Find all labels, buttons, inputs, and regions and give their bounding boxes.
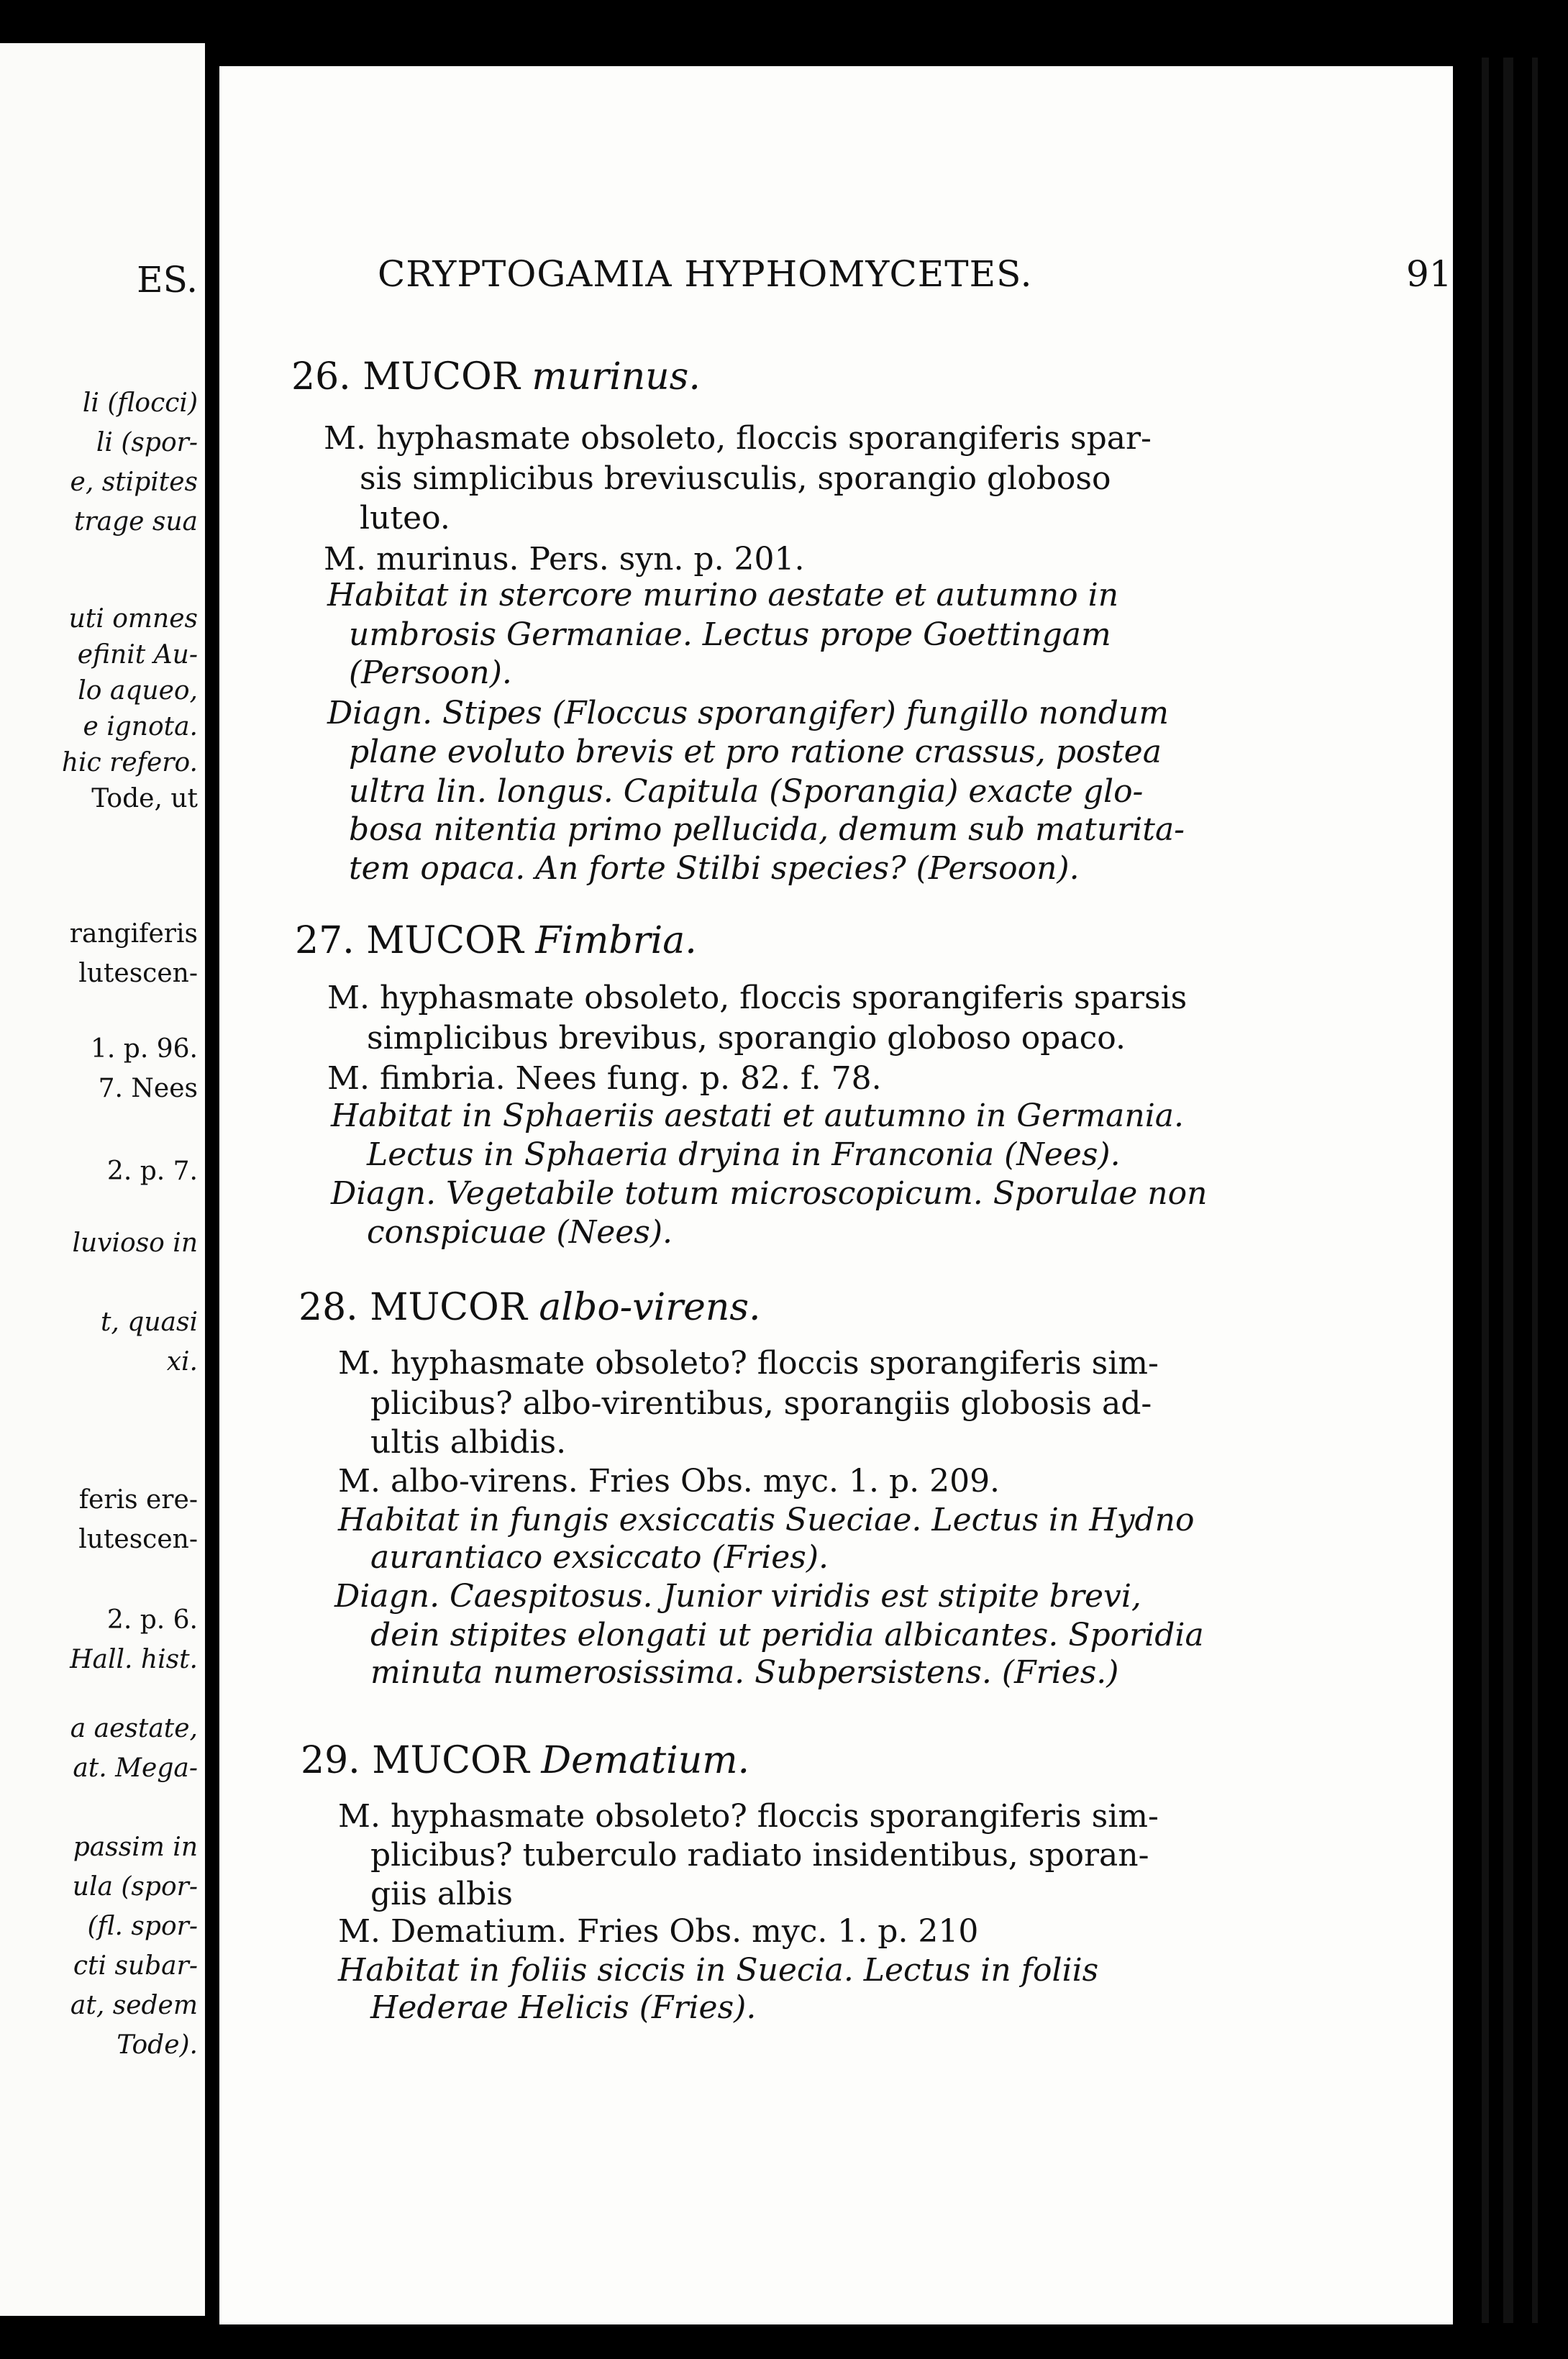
entry-heading: [291, 355, 701, 398]
entry-species: Fimbria.: [535, 919, 697, 962]
entry-line: M. fimbria. Nees fung. p. 82. f. 78.: [327, 1060, 882, 1097]
left-page-heading: ES.: [137, 259, 198, 301]
left-fragment: cti subar-: [73, 1951, 198, 1981]
left-fragment: passim in: [73, 1833, 198, 1862]
running-header: CRYPTOGAMIA HYPHOMYCETES.: [378, 253, 1033, 295]
entry-line: plicibus? albo-virentibus, sporangiis globosis ad-: [370, 1385, 1152, 1422]
left-fragment: a aestate,: [70, 1714, 198, 1743]
entry-line: sis simplicibus breviusculis, sporangio globoso: [360, 460, 1111, 497]
entry-species: murinus.: [532, 355, 701, 398]
entry-line: Habitat in stercore murino aestate et autumno in: [327, 577, 1119, 613]
left-fragment: Hall. hist.: [70, 1645, 198, 1674]
page-edge: [1532, 58, 1538, 2323]
entry-species: Dematium.: [541, 1739, 750, 1782]
entry-genus: MUCOR: [366, 919, 524, 962]
left-fragment: 7. Nees: [98, 1074, 198, 1103]
entry-genus: MUCOR: [370, 1286, 527, 1329]
left-fragment: lutescen-: [78, 959, 198, 988]
left-fragment: li (flocci): [82, 388, 198, 418]
left-fragment: Tode, ut: [91, 784, 198, 813]
entry-line: tem opaca. An forte Stilbi species? (Persoon).: [349, 850, 1080, 887]
left-fragment: uti omnes: [68, 604, 198, 634]
page-number: 91: [1406, 253, 1452, 295]
entry-species: albo-virens.: [539, 1286, 761, 1329]
entry-genus: MUCOR: [363, 355, 520, 398]
left-fragment: lo aqueo,: [78, 676, 198, 706]
left-fragment: t, quasi: [100, 1308, 198, 1337]
left-fragment: feris ere-: [78, 1485, 198, 1515]
left-fragment: e ignota.: [83, 712, 198, 742]
left-page: [0, 43, 205, 2316]
entry-heading: [298, 1286, 761, 1329]
entry-line: M. Dematium. Fries Obs. myc. 1. p. 210: [338, 1913, 979, 1950]
left-fragment: Tode).: [117, 2030, 198, 2060]
entry-line: M. murinus. Pers. syn. p. 201.: [324, 541, 805, 578]
left-fragment: hic refero.: [61, 748, 198, 777]
entry-line: minuta numerosissima. Subpersistens. (Fries.): [370, 1654, 1119, 1691]
entry-line: M. hyphasmate obsoleto? floccis sporangiferis sim-: [338, 1798, 1159, 1835]
entry-number: 28.: [298, 1286, 358, 1329]
left-fragment: rangiferis: [69, 919, 198, 949]
left-fragment: 2. p. 6.: [106, 1605, 198, 1635]
entry-line: ultis albidis.: [370, 1424, 567, 1461]
entry-genus: MUCOR: [372, 1739, 529, 1782]
left-fragment: xi.: [166, 1347, 198, 1377]
entry-line: umbrosis Germaniae. Lectus prope Goettingam: [349, 616, 1111, 653]
page-edge: [1503, 58, 1513, 2323]
entry-line: M. albo-virens. Fries Obs. myc. 1. p. 209.: [338, 1463, 1000, 1500]
entry-line: giis albis: [370, 1876, 513, 1912]
entry-line: simplicibus brevibus, sporangio globoso opaco.: [367, 1020, 1126, 1057]
entry-line: Hederae Helicis (Fries).: [370, 1989, 757, 2026]
entry-line: dein stipites elongati ut peridia albicantes. Sporidia: [370, 1617, 1204, 1653]
left-fragment: lutescen-: [78, 1525, 198, 1554]
entry-line: Habitat in fungis exsiccatis Sueciae. Lectus in Hydno: [338, 1502, 1195, 1538]
entry-line: M. hyphasmate obsoleto, floccis sporangiferis spar-: [324, 420, 1152, 457]
left-fragment: li (spor-: [96, 428, 198, 457]
entry-number: 29.: [301, 1739, 360, 1782]
entry-line: Lectus in Sphaeria dryina in Franconia (Nees).: [367, 1136, 1121, 1173]
left-fragment: (fl. spor-: [87, 1912, 198, 1941]
entry-line: Diagn. Caespitosus. Junior viridis est stipite brevi,: [334, 1578, 1141, 1615]
left-fragment: at, sedem: [70, 1991, 198, 2020]
entry-line: Habitat in Sphaeriis aestati et autumno in Germania.: [331, 1098, 1185, 1134]
page-edge: [1482, 58, 1489, 2323]
entry-line: plane evoluto brevis et pro ratione crassus, postea: [349, 734, 1162, 770]
left-fragment: efinit Au-: [77, 640, 198, 670]
entry-line: Habitat in foliis siccis in Suecia. Lectus in foliis: [338, 1952, 1099, 1989]
entry-line: luteo.: [360, 500, 450, 537]
left-fragment: trage sua: [73, 507, 198, 537]
entry-line: aurantiaco exsiccato (Fries).: [370, 1539, 829, 1576]
entry-number: 26.: [291, 355, 351, 398]
entry-line: bosa nitentia primo pellucida, demum sub maturita-: [349, 811, 1185, 848]
entry-heading: [301, 1739, 749, 1782]
entry-line: Diagn. Vegetabile totum microscopicum. Sporulae non: [331, 1175, 1208, 1212]
left-fragment: at. Mega-: [73, 1753, 198, 1783]
left-fragment: e, stipites: [70, 467, 198, 497]
left-fragment: luvioso in: [72, 1228, 198, 1258]
entry-line: conspicuae (Nees).: [367, 1214, 673, 1251]
entry-line: plicibus? tuberculo radiato insidentibus, sporan-: [370, 1837, 1149, 1874]
left-fragment: ula (spor-: [72, 1872, 198, 1902]
entry-line: M. hyphasmate obsoleto, floccis sporangiferis sparsis: [327, 980, 1188, 1016]
entry-line: Diagn. Stipes (Floccus sporangifer) fungillo nondum: [327, 695, 1169, 731]
left-fragment: 1. p. 96.: [91, 1034, 198, 1064]
entry-heading: [295, 919, 697, 962]
entry-number: 27.: [295, 919, 355, 962]
entry-line: (Persoon).: [349, 654, 512, 691]
left-fragment: 2. p. 7.: [106, 1156, 198, 1186]
entry-line: ultra lin. longus. Capitula (Sporangia) exacte glo-: [349, 773, 1144, 810]
entry-line: M. hyphasmate obsoleto? floccis sporangiferis sim-: [338, 1345, 1159, 1382]
